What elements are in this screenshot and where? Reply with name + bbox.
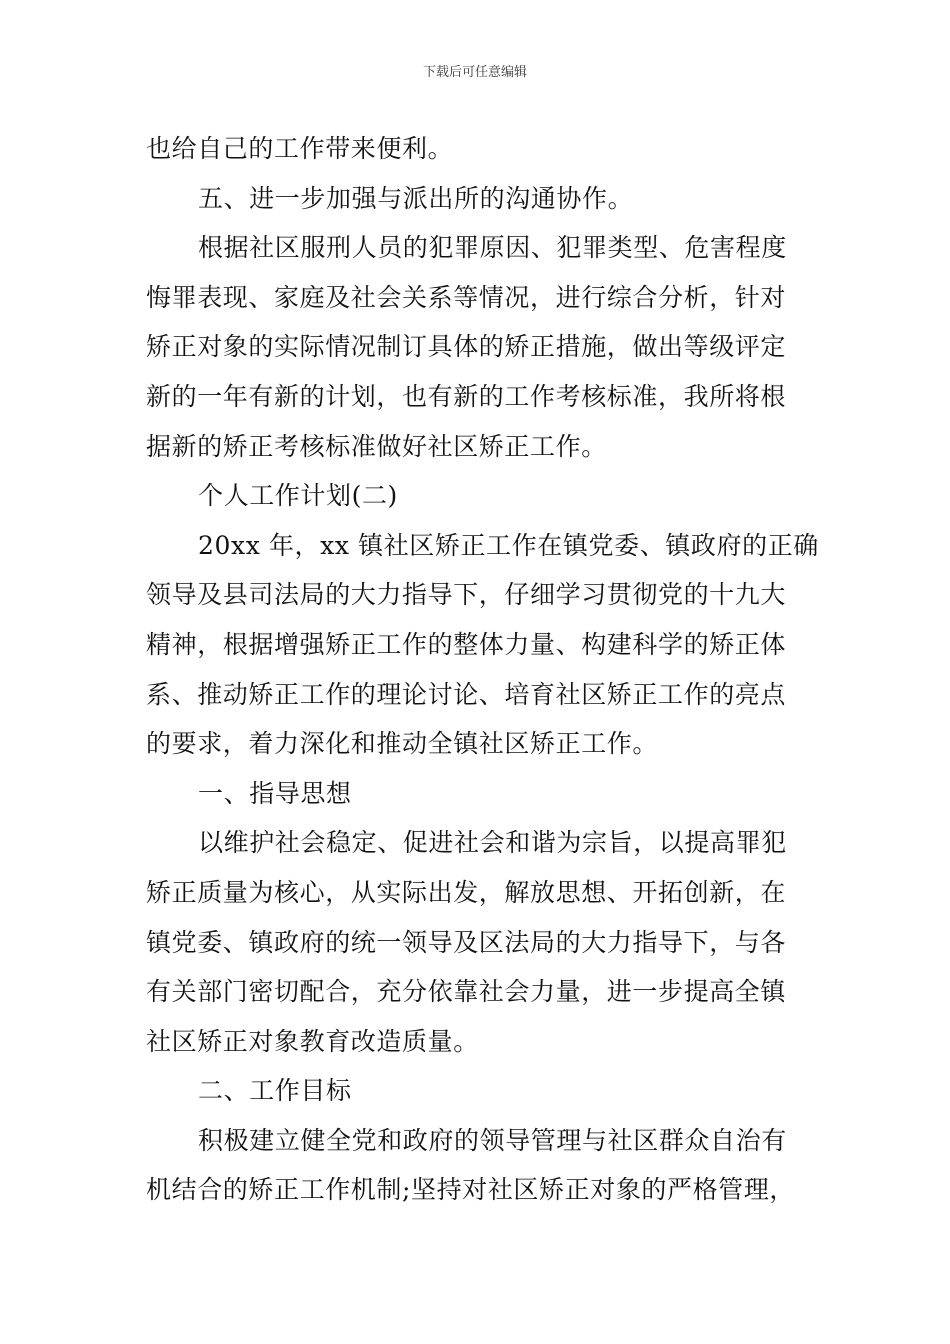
text-line: 的要求，着力深化和推动全镇社区矫正工作。 [146, 729, 659, 759]
text-line: 积极建立健全党和政府的领导管理与社区群众自治有 [198, 1125, 787, 1155]
text-line: 镇党委、镇政府的统一领导及区法局的大力指导下，与各 [146, 927, 787, 957]
text-line: 有关部门密切配合，充分依靠社会力量，进一步提高全镇 [146, 977, 787, 1007]
text-line: 社区矫正对象教育改造质量。 [146, 1026, 479, 1056]
text-line: 矫正对象的实际情况制订具体的矫正措施，做出等级评定 [146, 332, 787, 362]
text-line: 20xx 年，xx 镇社区矫正工作在镇党委、镇政府的正确 [198, 530, 819, 560]
text-line: 精神，根据增强矫正工作的整体力量、构建科学的矫正体 [146, 629, 787, 659]
section-heading: 一、指导思想 [198, 778, 352, 808]
text-line: 矫正质量为核心，从实际出发，解放思想、开拓创新，在 [146, 877, 787, 907]
text-line: 新的一年有新的计划，也有新的工作考核标准，我所将根 [146, 381, 787, 411]
text-line: 机结合的矫正工作机制;坚持对社区矫正对象的严格管理， [146, 1175, 796, 1205]
text-line: 以维护社会稳定、促进社会和谐为宗旨，以提高罪犯 [198, 828, 787, 858]
document-body [146, 124, 819, 1215]
section-heading: 五、进一步加强与派出所的沟通协作。 [198, 183, 634, 213]
text-line: 领导及县司法局的大力指导下，仔细学习贯彻党的十九大 [146, 580, 787, 610]
text-line: 悔罪表现、家庭及社会关系等情况，进行综合分析，针对 [146, 282, 787, 312]
document-subtitle: 个人工作计划(二) [198, 481, 398, 511]
text-line: 根据社区服刑人员的犯罪原因、犯罪类型、危害程度 [198, 233, 787, 263]
text-line: 据新的矫正考核标准做好社区矫正工作。 [146, 431, 607, 461]
section-heading: 二、工作目标 [198, 1076, 352, 1106]
text-line: 系、推动矫正工作的理论讨论、培育社区矫正工作的亮点 [146, 679, 787, 709]
page-header: 下载后可任意编辑 [422, 65, 527, 80]
text-line: 也给自己的工作带来便利。 [146, 134, 454, 163]
